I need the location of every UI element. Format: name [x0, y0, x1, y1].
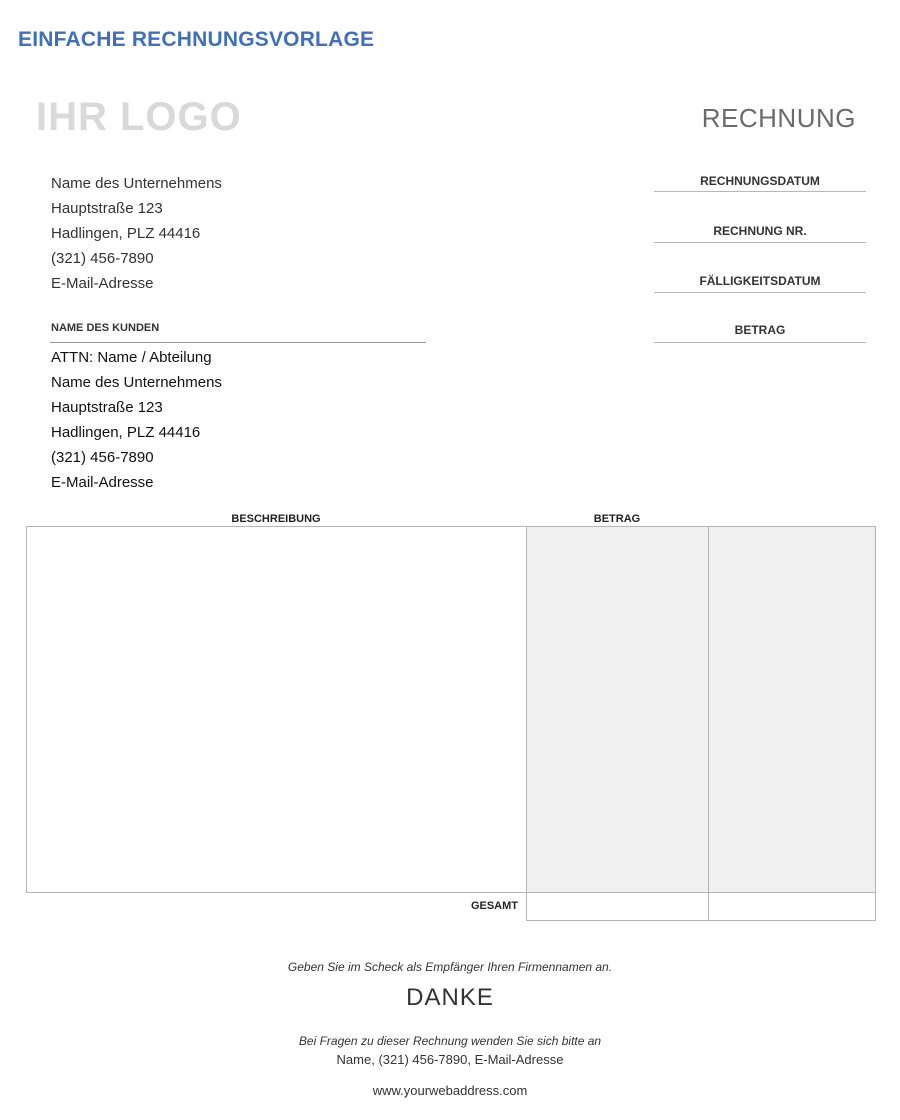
thanks-text: DANKE	[406, 984, 494, 1011]
website-text: www.yourwebaddress.com	[372, 1083, 528, 1098]
amount-header: BETRAG	[593, 513, 641, 525]
invoice-heading: RECHNUNG	[701, 103, 856, 133]
invoice-date-label: RECHNUNGSDATUM	[700, 174, 820, 188]
contact-text: Name, (321) 456-7890, E-Mail-Adresse	[336, 1052, 564, 1067]
invoice-date-line[interactable]	[654, 191, 866, 192]
invoice-number-line[interactable]	[654, 242, 866, 243]
due-date-label: FÄLLIGKEITSDATUM	[699, 274, 821, 288]
company-city: Hadlingen, PLZ 44416	[51, 225, 201, 242]
company-address-block	[51, 171, 222, 296]
total-label: GESAMT	[470, 900, 518, 912]
customer-attn: ATTN: Name / Abteilung	[51, 349, 212, 366]
check-note: Geben Sie im Scheck als Empfänger Ihren Firmennamen an.	[287, 960, 613, 974]
customer-name-label: NAME DES KUNDEN	[51, 322, 160, 334]
questions-text: Bei Fragen zu dieser Rechnung wenden Sie sich bitte an	[298, 1034, 602, 1048]
logo-placeholder: IHR LOGO	[36, 95, 242, 139]
amount-line[interactable]	[654, 342, 866, 343]
company-phone: (321) 456-7890	[51, 250, 154, 267]
total-row	[526, 892, 876, 921]
company-email: E-Mail-Adresse	[51, 275, 154, 292]
customer-address-block	[51, 345, 222, 495]
total-amount-cell[interactable]	[527, 892, 709, 920]
description-cell[interactable]	[27, 527, 527, 892]
line-items-table	[26, 526, 876, 893]
amount-extra-cell[interactable]	[709, 527, 875, 892]
customer-phone: (321) 456-7890	[51, 449, 154, 466]
invoice-meta-column	[654, 0, 866, 360]
customer-email: E-Mail-Adresse	[51, 474, 154, 491]
due-date-line[interactable]	[654, 292, 866, 293]
amount-cell[interactable]	[527, 527, 709, 892]
company-street: Hauptstraße 123	[51, 200, 163, 217]
company-name: Name des Unternehmens	[51, 175, 222, 192]
invoice-number-label: RECHNUNG NR.	[713, 224, 807, 238]
customer-street: Hauptstraße 123	[51, 399, 163, 416]
description-header: BESCHREIBUNG	[231, 513, 321, 525]
customer-city: Hadlingen, PLZ 44416	[51, 424, 201, 441]
amount-label: BETRAG	[734, 323, 786, 337]
customer-company: Name des Unternehmens	[51, 374, 222, 391]
customer-name-line	[50, 342, 426, 343]
document-title: EINFACHE RECHNUNGSVORLAGE	[18, 28, 375, 51]
